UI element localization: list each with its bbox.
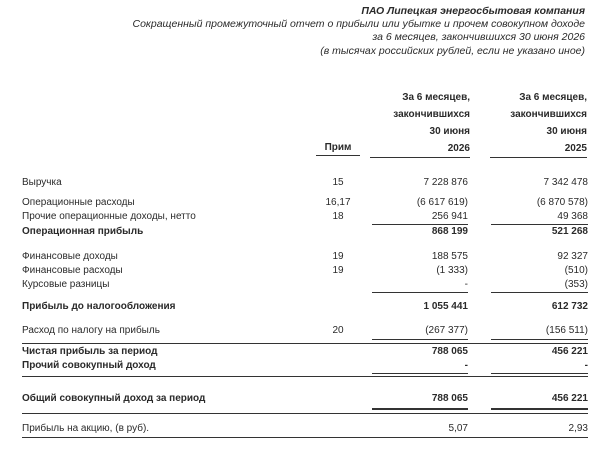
- row-value-2026: 868 199: [431, 226, 468, 237]
- row-value-2026: 188 575: [431, 251, 468, 262]
- row-value-2026: 256 941: [431, 211, 468, 222]
- section-rule: [22, 376, 588, 377]
- row-operating-expenses: [22, 196, 588, 210]
- row-value-2025: (6 870 578): [536, 197, 588, 208]
- report-title: Сокращенный промежуточный отчет о прибыли или убытке и прочем совокупном доходе: [132, 18, 585, 31]
- row-label: Курсовые разницы: [22, 279, 110, 290]
- subtotal-rule-2025: [491, 292, 588, 293]
- row-value-2026: 7 228 876: [423, 177, 468, 188]
- column-year-2026: 2026: [370, 140, 470, 158]
- report-period: за 6 месяцев, закончившихся 30 июня 2026: [372, 31, 585, 44]
- row-value-2025: 7 342 478: [543, 177, 588, 188]
- row-earnings-per-share: [22, 422, 588, 436]
- row-note: 19: [332, 265, 344, 276]
- subtotal-rule-2026: [372, 339, 468, 340]
- column-header-2026: За 6 месяцев, закончившихся 30 июня 2026: [370, 89, 470, 158]
- row-label: Расход по налогу на прибыль: [22, 325, 160, 336]
- row-net-profit: [22, 345, 588, 359]
- footer-rule: [22, 437, 588, 438]
- row-finance-income: [22, 250, 588, 264]
- row-total-comprehensive-income: [22, 392, 588, 406]
- row-note: 19: [332, 251, 344, 262]
- row-note: 18: [332, 211, 344, 222]
- note-column-header: Прим: [316, 140, 360, 156]
- section-rule: [22, 343, 588, 344]
- row-note: 15: [332, 177, 344, 188]
- row-label: Выручка: [22, 177, 62, 188]
- company-name: ПАО Липецкая энергосбытовая компания: [361, 5, 585, 17]
- row-income-tax: [22, 324, 588, 338]
- row-value-2025: 49 368: [557, 211, 588, 222]
- row-value-2026: 5,07: [448, 423, 468, 434]
- row-value-2025: (353): [564, 279, 588, 290]
- subtotal-rule-2026: [372, 292, 468, 293]
- row-value-2025: 521 268: [551, 226, 588, 237]
- row-value-2026: (6 617 619): [416, 197, 468, 208]
- row-value-2025: (510): [564, 265, 588, 276]
- row-value-2025: (156 511): [545, 325, 588, 336]
- row-label: Финансовые расходы: [22, 265, 123, 276]
- row-finance-expenses: [22, 264, 588, 278]
- subtotal-rule-2026: [372, 373, 468, 374]
- row-profit-before-tax: [22, 300, 588, 314]
- report-header: [45, 5, 585, 58]
- row-exchange-differences: [22, 278, 588, 292]
- column-year-2025: 2025: [490, 140, 587, 158]
- row-label: Финансовые доходы: [22, 251, 118, 262]
- row-value-2025: 456 221: [551, 393, 588, 404]
- row-label: Операционная прибыль: [22, 226, 144, 237]
- total-rule-2025: [491, 408, 588, 410]
- row-value-2026: (267 377): [425, 325, 468, 336]
- column-header-2025: За 6 месяцев, закончившихся 30 июня 2025: [490, 89, 587, 158]
- row-value-2026: -: [464, 279, 468, 290]
- row-value-2026: 1 055 441: [423, 301, 468, 312]
- row-note: 16,17: [325, 197, 351, 208]
- row-operating-profit: [22, 225, 588, 239]
- row-label: Прибыль на акцию, (в руб).: [22, 423, 150, 434]
- report-units: (в тысячах российских рублей, если не указано иное): [320, 44, 585, 57]
- row-value-2026: -: [464, 360, 468, 371]
- row-other-operating-income: [22, 210, 588, 224]
- section-rule: [22, 413, 588, 414]
- row-value-2025: 2,93: [568, 423, 588, 434]
- row-label: Общий совокупный доход за период: [22, 393, 206, 404]
- subtotal-rule-2025: [491, 339, 588, 340]
- row-note: 20: [332, 325, 344, 336]
- row-other-comprehensive-income: [22, 359, 588, 373]
- row-label: Прочий совокупный доход: [22, 360, 156, 371]
- row-value-2025: 456 221: [551, 346, 588, 357]
- row-label: Чистая прибыль за период: [22, 346, 158, 357]
- row-value-2025: -: [584, 360, 588, 371]
- row-value-2025: 612 732: [551, 301, 588, 312]
- subtotal-rule-2025: [491, 373, 588, 374]
- row-label: Прочие операционные доходы, нетто: [22, 211, 196, 222]
- row-value-2026: 788 065: [431, 346, 468, 357]
- row-value-2026: (1 333): [436, 265, 468, 276]
- row-value-2025: 92 327: [557, 251, 588, 262]
- row-label: Операционные расходы: [22, 197, 135, 208]
- row-label: Прибыль до налогообложения: [22, 301, 176, 312]
- row-value-2026: 788 065: [431, 393, 468, 404]
- row-revenue: [22, 176, 588, 190]
- total-rule-2026: [372, 408, 468, 410]
